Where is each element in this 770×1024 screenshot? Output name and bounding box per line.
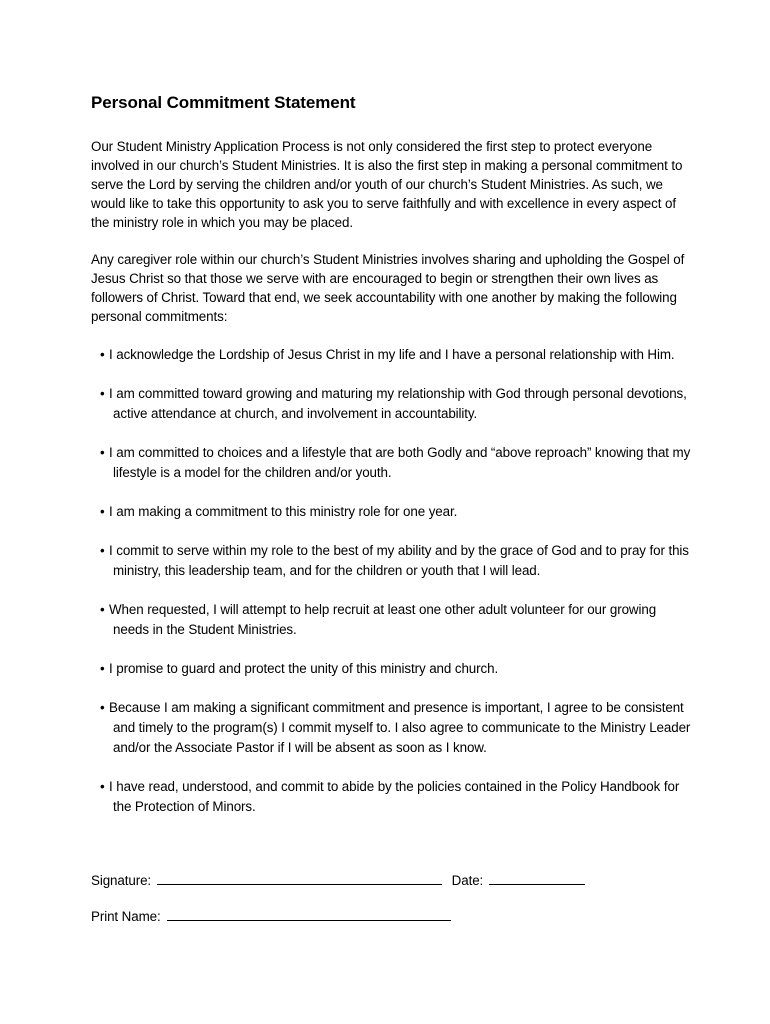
signature-row: [91, 871, 585, 890]
list-item: [91, 600, 691, 640]
commitment-text: I acknowledge the Lordship of Jesus Christ in my life and I have a personal relationship with Him.: [109, 347, 675, 362]
date-label: Date:: [451, 873, 484, 888]
bullet-icon: •: [100, 504, 105, 519]
bullet-icon: •: [100, 700, 105, 715]
list-item: [91, 443, 691, 483]
print-name-row: [91, 907, 451, 926]
bullet-icon: •: [100, 386, 105, 401]
list-item: [91, 345, 691, 365]
bullet-icon: •: [100, 347, 105, 362]
bullet-icon: •: [100, 602, 105, 617]
commitment-list: [91, 345, 691, 817]
date-field[interactable]: [489, 871, 585, 885]
commitment-text: Because I am making a significant commitment and presence is important, I agree to be consistent and timely to the program(s) I commit myself to. I also agree to communicate to the Ministry Leader and/or the Associate Pastor if I will be absent as soon as I know.: [109, 700, 691, 755]
page-title: Personal Commitment Statement: [91, 93, 356, 112]
bullet-icon: •: [100, 543, 105, 558]
list-item: [91, 384, 691, 424]
bullet-icon: •: [100, 445, 105, 460]
commitment-text: I am committed toward growing and maturing my relationship with God through personal devotions, active attendance at church, and involvement in accountability.: [109, 386, 687, 421]
commitment-text: I have read, understood, and commit to abide by the policies contained in the Policy Handbook for the Protection of Minors.: [109, 779, 680, 814]
list-item: [91, 541, 691, 581]
list-item: [91, 777, 691, 817]
print-name-label: Print Name:: [91, 909, 161, 924]
commitment-text: I promise to guard and protect the unity of this ministry and church.: [109, 661, 499, 676]
bullet-icon: •: [100, 779, 105, 794]
list-item: [91, 698, 691, 758]
commitment-text: I am making a commitment to this ministry role for one year.: [109, 504, 458, 519]
signature-field[interactable]: [157, 871, 442, 885]
signature-label: Signature:: [91, 873, 152, 888]
list-item: [91, 502, 691, 522]
commitment-text: When requested, I will attempt to help recruit at least one other adult volunteer for our growing needs in the Student Ministries.: [109, 602, 657, 637]
intro-paragraph-2: Any caregiver role within our church’s Student Ministries involves sharing and upholding the Gospel of Jesus Christ so that those we serve with are encouraged to begin or strengthen their own lives as followers of Christ. Toward that end, we seek accountability with one another by making the following personal commitments:: [91, 252, 685, 324]
list-item: [91, 659, 691, 679]
commitment-text: I commit to serve within my role to the best of my ability and by the grace of God and to pray for this ministry, this leadership team, and for the children or youth that I will lead.: [109, 543, 689, 578]
print-name-field[interactable]: [167, 907, 451, 921]
intro-paragraph-1: Our Student Ministry Application Process is not only considered the first step to protect everyone involved in our church’s Student Ministries. It is also the first step in making a personal commitment to serve the Lord by serving the children and/or youth of our church’s Student Ministries. As such, we would like to take this opportunity to ask you to serve faithfully and with excellence in every aspect of the ministry role in which you may be placed.: [91, 139, 683, 230]
bullet-icon: •: [100, 661, 105, 676]
commitment-text: I am committed to choices and a lifestyle that are both Godly and “above reproach” knowing that my lifestyle is a model for the children and/or youth.: [109, 445, 691, 480]
